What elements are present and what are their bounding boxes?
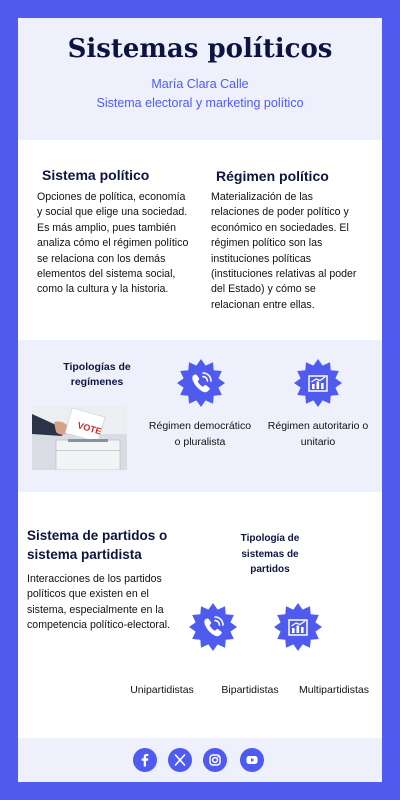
multipartidistas-badge — [273, 602, 323, 652]
regimen-politico-text: Materialización de las relaciones de poder político y económico en sociedades. El régimen político son las instituciones políticas (instituciones relativas al poder del Estado) y cómo se relacionan entre ellas. — [211, 191, 357, 311]
bipartidistas-label: Bipartidistas — [221, 684, 279, 696]
regimen-democratico-badge — [176, 358, 226, 408]
author-name: María Clara Calle — [151, 77, 249, 91]
ballot-vote-text: VOTE — [76, 420, 103, 437]
phone-icon — [176, 358, 226, 408]
sistema-partidos-text: Interacciones de los partidos políticos que existen en el sistema, especialmente en la competencia político-electoral. — [27, 573, 171, 632]
phone-icon — [188, 602, 238, 652]
facebook-icon[interactable] — [133, 748, 157, 772]
unipartidistas-badge — [188, 602, 238, 652]
bar-chart-icon — [273, 602, 323, 652]
regimen-politico-heading: Régimen político — [216, 168, 329, 184]
voting-ballot-image — [32, 406, 127, 470]
youtube-icon[interactable] — [240, 748, 264, 772]
sistema-partidos-heading: Sistema de partidos o sistema partidista — [27, 528, 168, 562]
tipologias-regimenes-heading: Tipologías de regímenes — [63, 361, 131, 388]
unipartidistas-label: Unipartidistas — [130, 684, 194, 696]
regimen-democratico-label: Régimen democrático o pluralista — [148, 420, 252, 448]
multipartidistas-label: Multipartidistas — [298, 684, 370, 696]
page-title: Sistemas políticos — [67, 34, 333, 64]
x-icon[interactable] — [168, 748, 192, 772]
footer-band — [18, 738, 382, 782]
instagram-icon[interactable] — [203, 748, 227, 772]
bar-chart-icon — [293, 358, 343, 408]
sistema-politico-heading: Sistema político — [42, 167, 150, 183]
page-subtitle: Sistema electoral y marketing político — [96, 96, 304, 110]
header-band — [18, 18, 382, 140]
sistema-politico-text: Opciones de política, economía y social que elige una sociedad. Es más amplio, pues también analiza cómo el régimen político se relaciona con los demás elementos del sistema social, como la cultura y la historia. — [37, 191, 189, 296]
regimen-autoritario-badge — [293, 358, 343, 408]
tipologia-partidos-heading: Tipología de sistemas de partidos — [240, 533, 300, 575]
regimen-autoritario-label: Régimen autoritario o unitario — [267, 420, 369, 448]
infographic-page — [18, 18, 382, 782]
